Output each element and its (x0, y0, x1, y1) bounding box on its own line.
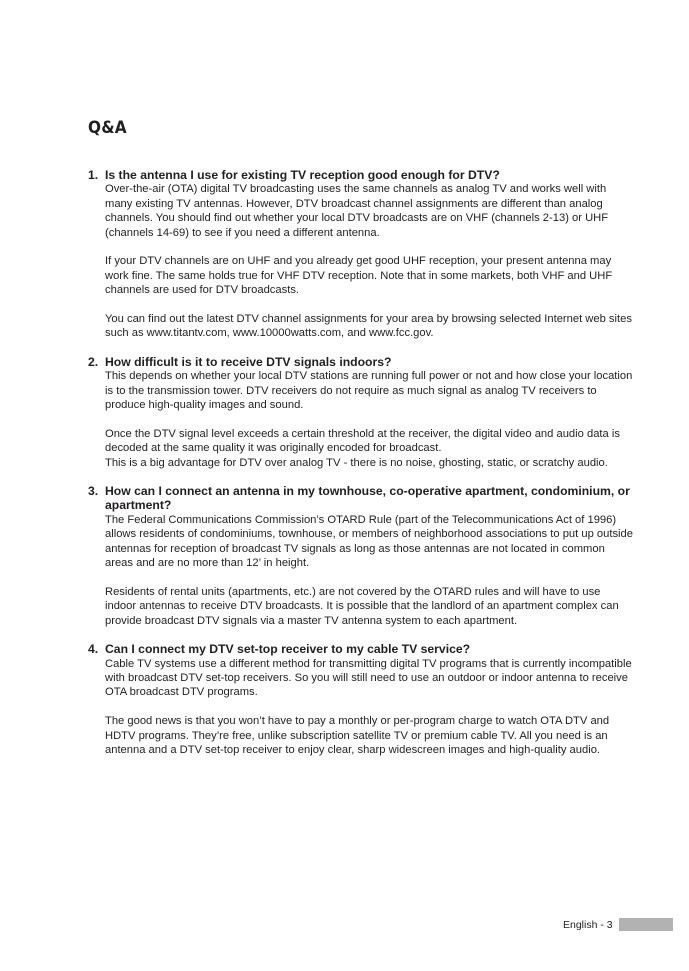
question-number: 4. (88, 642, 99, 657)
answer-paragraph: You can find out the latest DTV channel assignments for your area by browsing selected Internet web sites such as www.titantv.com, www.10000watts.com, and www.fcc.gov. (105, 313, 632, 340)
question-heading: Can I connect my DTV set-top receiver to my cable TV service? (105, 642, 471, 657)
qa-item-2 (88, 355, 633, 470)
answer-paragraph: The good news is that you won’t have to pay a monthly or per-program charge to watch OTA DTV and HDTV programs. They’re free, unlike subscription satellite TV or premium cable TV. All you need is an antenna and a DTV set-top receiver to enjoy clear, sharp widescreen images and high-quality audio. (105, 715, 610, 756)
question-number: 3. (88, 484, 99, 499)
answer-paragraph: If your DTV channels are on UHF and you already get good UHF reception, your present antenna may work fine. The same holds true for VHF DTV reception. Note that in some markets, both VHF and UHF channels are used for DTV broadcasts. (105, 255, 613, 297)
answer-paragraph: This depends on whether your local DTV stations are running full power or not and how close your location is to the transmission tower. DTV receivers do not require as much signal as analog TV receivers to produce high-quality images and sound. (105, 370, 633, 412)
answer-paragraph: The Federal Communications Commission’s OTARD Rule (part of the Telecommunications Act of 1996) allows residents of condominiums, townhouse, or members of neighborhood associations to put up outside antennas for reception of broadcast TV signals as long as those antennas are not located in common areas and are no more than 12’ in height. (105, 513, 633, 570)
question-number: 1. (88, 168, 99, 182)
qa-item-3 (88, 484, 633, 628)
page-footer (563, 918, 673, 931)
answer-paragraph: Over-the-air (OTA) digital TV broadcasting uses the same channels as analog TV and works well with many existing TV antennas. However, DTV broadcast channel assignments are different than analog channels. You should find out whether your local DTV broadcasts are on VHF (channels 2-13) or UHF (channels 14-69) to see if you need a different antenna. (105, 183, 609, 239)
footer-bar (619, 918, 673, 931)
page-title: Q&A (88, 118, 127, 138)
answer-paragraph: Cable TV systems use a different method for transmitting digital TV programs that is currently incompatible with broadcast DTV set-top receivers. So you will still need to use an outdoor or indoor antenna to receive OTA broadcast DTV programs. (105, 657, 632, 699)
answer-paragraph: Once the DTV signal level exceeds a certain threshold at the receiver, the digital video and audio data is decoded at the same quality it was originally encoded for broadcast. (105, 427, 620, 455)
answer-paragraph: This is a big advantage for DTV over analog TV - there is no noise, ghosting, static, or scratchy audio. (105, 456, 608, 469)
qa-item-4 (88, 642, 633, 757)
question-number: 2. (88, 354, 99, 369)
question-heading: Is the antenna I use for existing TV reception good enough for DTV? (105, 168, 500, 182)
question-heading: How can I connect an antenna in my townhouse, co-operative apartment, condominium, or apartment? (105, 484, 630, 513)
page-number: English - 3 (563, 918, 613, 931)
question-heading: How difficult is it to receive DTV signals indoors? (105, 354, 392, 369)
answer-paragraph: Residents of rental units (apartments, etc.) are not covered by the OTARD rules and will have to use indoor antennas to receive DTV broadcasts. It is possible that the landlord of an apartment complex can provide broadcast DTV signals via a master TV antenna system to each apartment. (105, 585, 619, 627)
qa-item-1 (88, 168, 633, 341)
qa-list (88, 168, 633, 771)
